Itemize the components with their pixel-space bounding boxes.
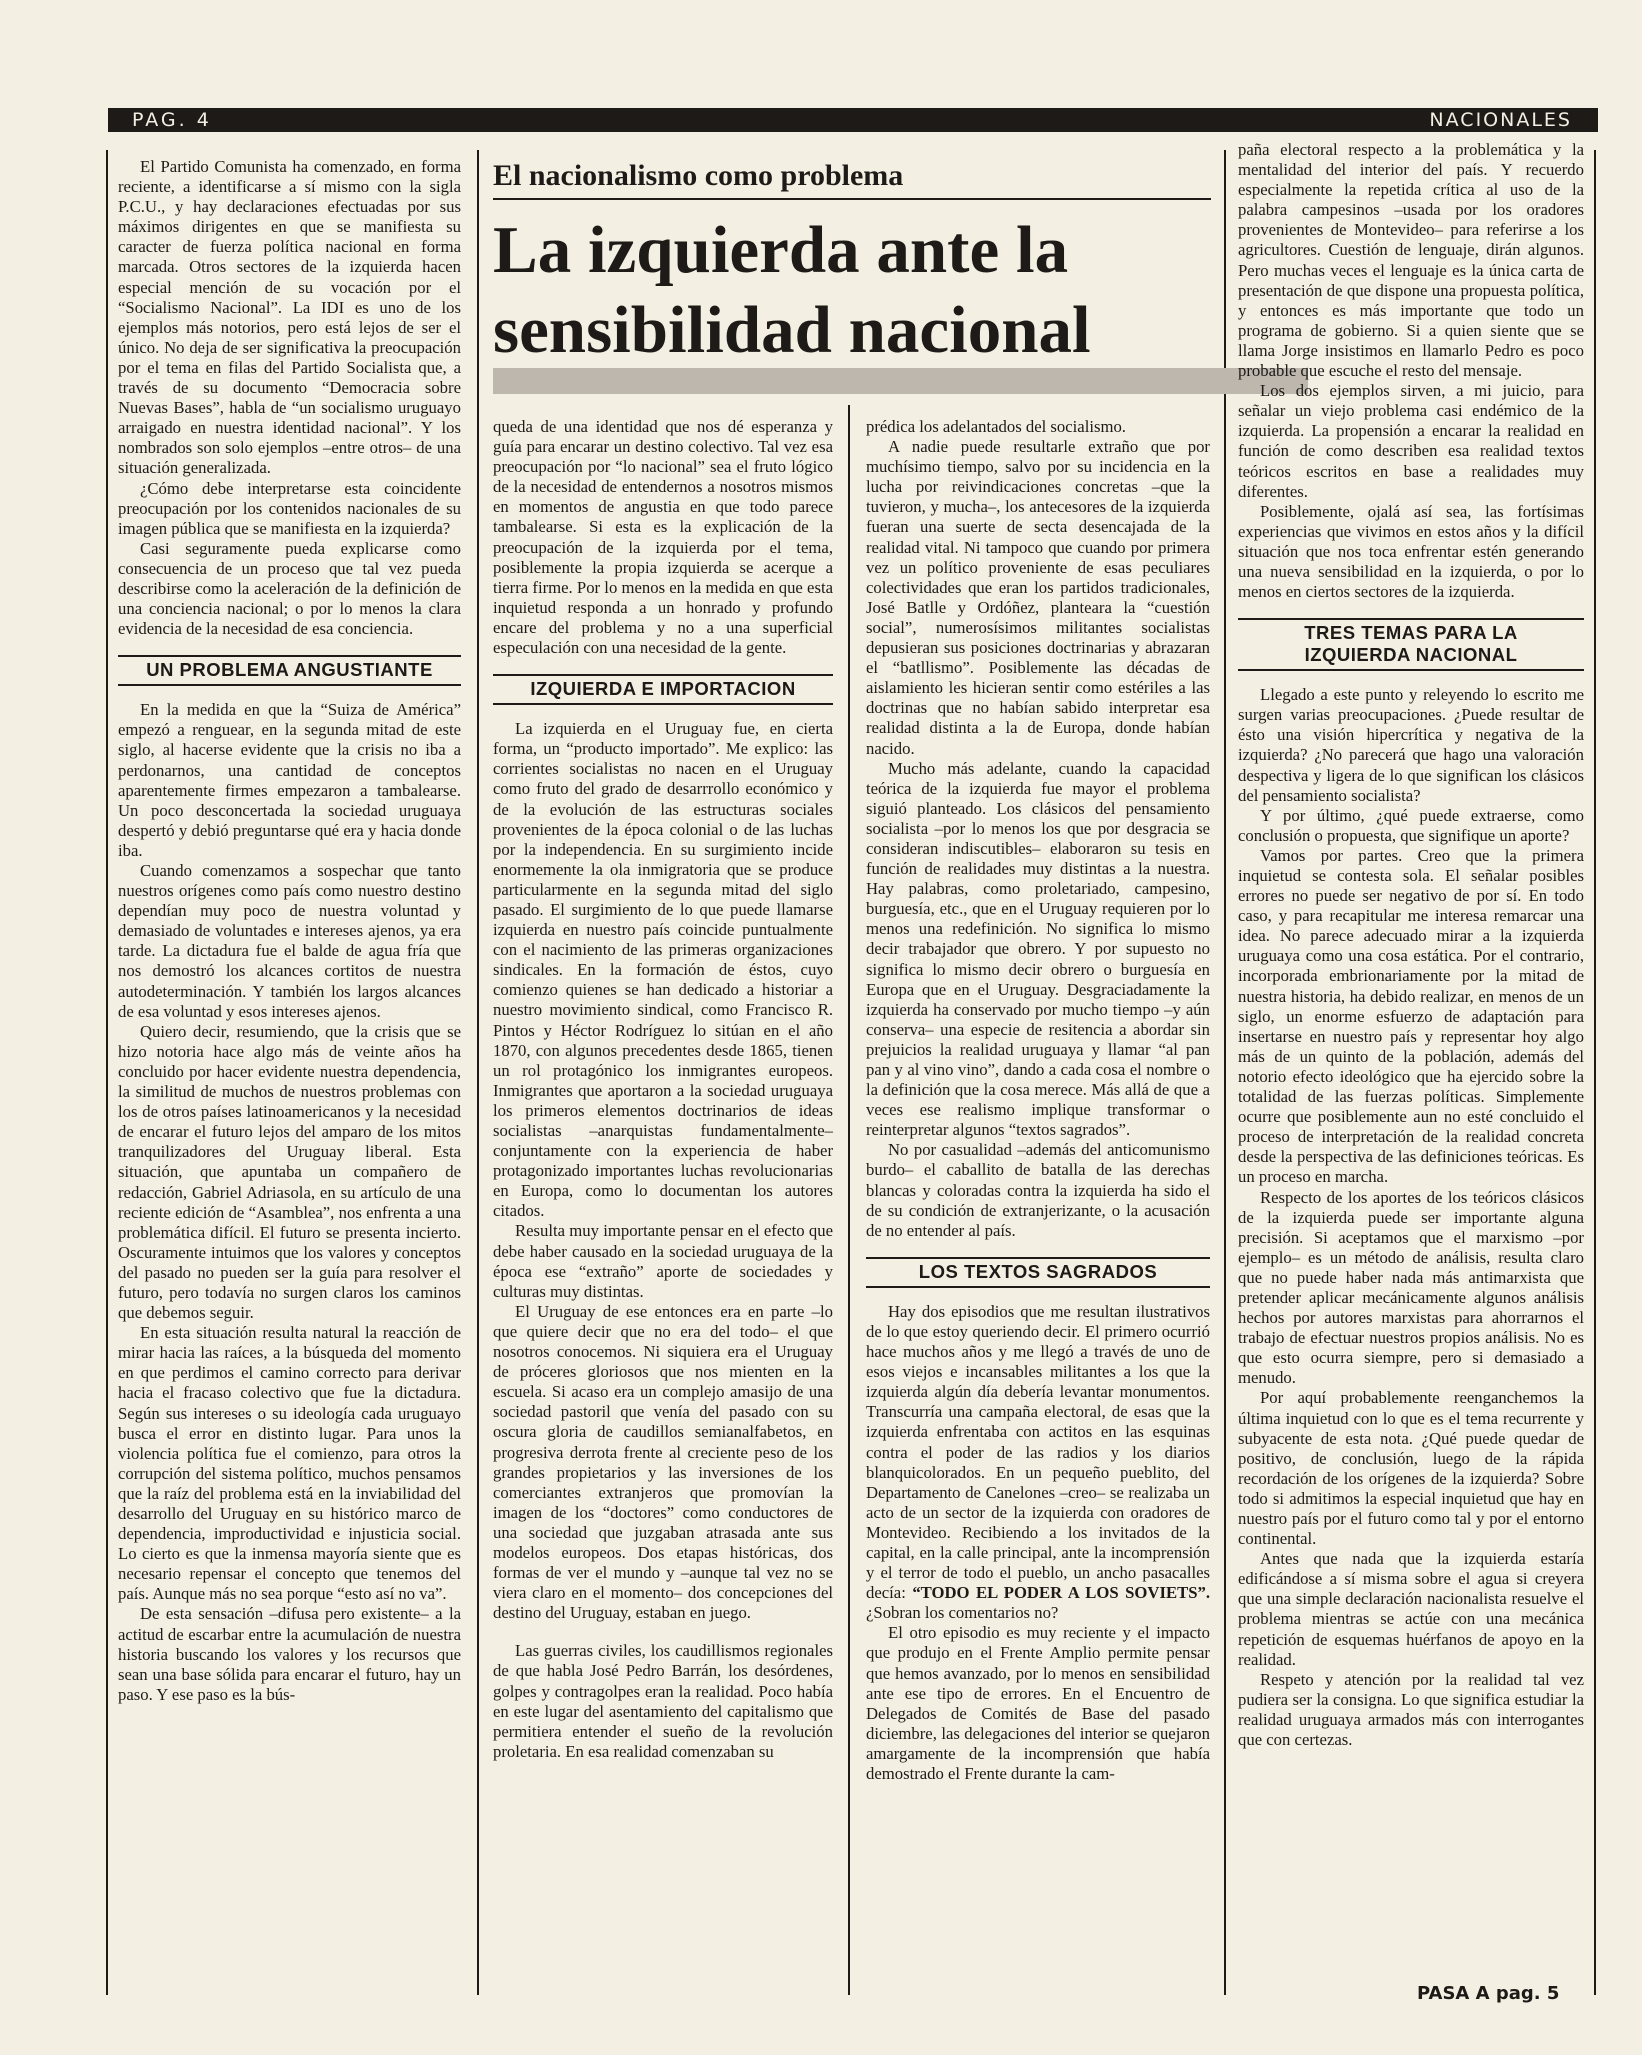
paragraph: En la medida en que la “Suiza de América” empezó a renguear, en la segunda mitad de este siglo, al hacerse evidente que la crisis no iba a perdonarnos, una cantidad de conceptos aparentemente firmes empezaron a tambalearse. Un poco desconcertada la sociedad uruguaya despertó y debió preguntarse qué era y hacia donde iba. [118, 700, 461, 860]
paragraph: Vamos por partes. Creo que la primera inquietud se contesta sola. El señalar posibles errores no puede ser negativo de por sí. En todo caso, y para recapitular me interesa remarcar una idea. No parece adecuado mirar a la izquierda uruguaya como una cosa estática. Por el contrario, incorporada embrionariamente por la mitad de nuestra historia, ha debido realizar, en menos de un siglo, un enorme esfuerzo de adaptación para insertarse en nuestro país y representar hoy algo más de un quinto de la población, además del notorio efecto ideológico que ha ejercido sobre la totalidad de las fuerzas políticas. Simplemente ocurre que posiblemente aun no esté concluido el proceso de interpretación de la realidad concreta desde la perspectiva de las definiciones teóricas. Es un proceso en marcha. [1238, 845, 1584, 1187]
subheading-line: IZQUIERDA NACIONAL [1304, 644, 1518, 666]
page-number: PAG. 4 [132, 109, 212, 131]
paragraph-text: ¿Sobran los comentarios no? [866, 1603, 1059, 1623]
paragraph: El Partido Comunista ha comenzado, en forma reciente, a identificarse a sí mismo con la sigla P.C.U., y hay declaraciones efectuadas por sus máximos dirigentes en que se manifiesta su caracter de fuerza política nacional en forma marcada. Otros sectores de la izquierda hacen especial mención de su vocación por el “Socialismo Nacional”. La IDI es uno de los ejemplos más notorios, pero está lejos de ser el único. No deja de ser significativa la preocupación por el tema en filas del Partido Socialista que, a través de su documento “Democracia sobre Nuevas Bases”, habla de “un socialismo uruguayo arraigado en nuestra identidad nacional”. Y los nombrados son solo ejemplos –entre otros– de una situación generalizada. [118, 157, 461, 478]
continued-on-page-note: PASA A pag. 5 [1417, 1983, 1560, 2004]
subheading: LOS TEXTOS SAGRADOS [866, 1257, 1210, 1288]
paragraph: A nadie puede resultarle extraño que por muchísimo tiempo, salvo por su incidencia en la lucha por reivindicaciones concretas –que la tuvieron, y mucha–, los antecesores de la izquierda fueran una suerte de secta desencajada de la realidad vital. Ni tampoco que cuando por primera vez un político proveniente de esas peculiares colectividades que eran los partidos tradicionales, José Batlle y Ordóñez, planteara la “cuestión social”, numerosísimos militantes socialistas depusieran sus posiciones doctrinarias y abrazaran el “batllismo”. Posiblemente las décadas de aislamiento les hicieran sentir como estériles a las doctrinas que no habían sabido interpretar esa realidad distinta a la de Europa, donde habían nacido. [866, 437, 1210, 758]
paragraph: ¿Cómo debe interpretarse esta coincidente preocupación por los contenidos nacionales de su imagen pública que se manifiesta en la izquierda? [118, 478, 461, 538]
paragraph: Y por último, ¿qué puede extraerse, como conclusión o propuesta, que signifique un aporte? [1238, 805, 1584, 845]
paragraph: queda de una identidad que nos dé esperanza y guía para encarar un destino colectivo. Tal vez esa preocupación por “lo nacional” sea el fruto lógico de la necesidad de entendernos a nosotros mismos en momentos de angustia en que todo parece tambalearse. Si esta es la explicación de la preocupación de la izquierda por el tema, posiblemente la propia izquierda se acerque a tierra firme. Por lo menos en la medida en que esta inquietud responda a un honrado y profundo encare del problema y no a una superficial especulación con una necesidad de la gente. [493, 417, 833, 658]
column-rule [477, 150, 479, 1995]
column-1 [118, 157, 461, 1992]
paragraph [866, 1302, 1210, 1624]
paragraph: El Uruguay de ese entonces era en parte –lo que quiere decir que no era del todo– el que nosotros conocemos. Ni siquiera era el Uruguay de próceres gloriosos que nos mienten en la escuela. Si acaso era un complejo amasijo de una sociedad pastoril que venía del pasado con su oscura gloria de caudillos semianalfabetos, en progresiva derrota frente al creciente peso de los grandes propietarios y las inversiones de los comerciantes extranjeros que promovían la imagen de los “doctores” como conductores de una sociedad que juzgaban atrasada ante sus modelos europeos. Dos etapas históricas, dos formas de ver el mundo y –aunque tal vez no se viera claro en el momento– dos concepciones del destino del Uruguay, estaban en juego. [493, 1301, 833, 1623]
paragraph: Cuando comenzamos a sospechar que tanto nuestros orígenes como país como nuestro destino dependían muy poco de nuestra voluntad y demasiado de voluntades e intereses ajenos, ya era tarde. La dictadura fue el balde de agua fría que nos demostró los alcances cortitos de nuestra autodeterminación. Y también los largos alcances de esa voluntad y esos intereses ajenos. [118, 861, 461, 1021]
paragraph-text: Hay dos episodios que me resultan ilustrativos de lo que estoy queriendo decir. El primero ocurrió hace muchos años y me llegó a través de uno de esos viejos e incansables militantes a los que la izquierda algún día debería levantar monumentos. Transcurría una campaña electoral, de esas que la izquierda enfrentaba con actitos en las esquinas contra el poder de las radios y los diarios blanquicolorados. En un pequeño pueblito, del Departamento de Canelones –creo– se realizaba un acto de un sector de la izquierda con oradores de Montevideo. Recibiendo a los invitados de la capital, en la calle principal, ante la incomprensión y el terror de todo el pueblo, un ancho pasacalles decía: [866, 1301, 1210, 1603]
article-kicker: El nacionalismo como problema [493, 158, 1211, 200]
section-name: NACIONALES [1429, 109, 1572, 131]
paragraph: prédica los adelantados del socialismo. [866, 417, 1126, 436]
paragraph: Quiero decir, resumiendo, que la crisis que se hizo notoria hace algo más de veinte años ha concluido por hacer evidente nuestra dependencia, la similitud de muchos de nuestros problemas con los de otros países latinoamericanos y la necesidad de encarar el futuro lejos del amparo de los mitos tranquilizadores del Uruguay liberal. Esta situación, que apuntaba un compañero de redacción, Gabriel Adriasola, en su artículo de una reciente edición de “Asamblea”, nos enfrenta a una problemática difícil. El futuro se presenta incierto. Oscuramente intuimos que los valores y conceptos del pasado no pueden ser la guía para resolver el futuro, pero todavía no surgen claros los caminos que debemos seguir. [118, 1021, 461, 1323]
paragraph: Casi seguramente pueda explicarse como consecuencia de un proceso que tal vez pueda describirse como la aceleración de la definición de una conciencia nacional; o por lo menos la clara evidencia de la necesidad de esa conciencia. [118, 538, 461, 639]
paragraph: Respeto y atención por la realidad tal vez pudiera ser la consigna. Lo que significa estudiar la realidad uruguaya armados más con interrogantes que con certezas. [1238, 1669, 1584, 1750]
paragraph: La izquierda en el Uruguay fue, en cierta forma, un “producto importado”. Me explico: las corrientes socialistas no nacen en el Uruguay como fruto del grado de desarrrollo económico y de la evolución de las estructuras sociales provenientes de la época colonial o de las luchas por la independencia. En su surgimiento incide enormemente la ola inmigratoria que se produce particularmente en la segunda mitad del siglo pasado. El surgimiento de lo que puede llamarse izquierda en nuestro país coincide puntualmente con el nacimiento de las primeras organizaciones sindicales. En la formación de éstos, cuyo comienzo quienes se han dedicado a historiar a nuestro movimiento sindical, como Francisco R. Pintos y Héctor Rodríguez lo sitúan en el año 1870, con algunos precedentes desde 1865, tienen un rol protagónico los inmigrantes europeos. Inmigrantes que aportaron a la sociedad uruguaya los primeros elementos doctrinarios de ideas socialistas –anarquistas fundamentalmente– conjuntamente con la experiencia de haber protagonizado importantes luchas revolucionarias en Europa, como lo documentan los autores citados. [493, 719, 833, 1221]
paragraph: No por casualidad –además del anticomunismo burdo– el caballito de batalla de las derechas blancas y coloradas contra la izquierda ha sido el de su condición de extranjerizante, o la acusación de no entender al país. [866, 1140, 1210, 1240]
article-headline: La izquierda ante la sensibilidad nacional [493, 213, 1091, 367]
page-header-bar [108, 108, 1598, 132]
column-rule [1224, 150, 1226, 1995]
paragraph: Las guerras civiles, los caudillismos regionales de que habla José Pedro Barrán, los desórdenes, golpes y contragolpes eran la realidad. Poco había en este lugar del asentamiento del capitalismo que permitiera entender el sueño de la revolución proletaria. En esa realidad comenzaban su [493, 1641, 833, 1761]
column-2 [493, 417, 833, 1992]
paragraph: Los dos ejemplos sirven, a mi juicio, para señalar un viejo problema casi endémico de la izquierda. La propensión a encarar la realidad en función de como describen esa realidad textos teóricos escritos en base a realidades muy diferentes. [1238, 381, 1584, 501]
paragraph: Resulta muy importante pensar en el efecto que debe haber causado en la sociedad uruguaya de la época ese “extraño” aporte de sociedades y culturas muy distintas. [493, 1221, 833, 1301]
column-rule [848, 405, 850, 1995]
column-rule [1594, 150, 1596, 1995]
paragraph: Posiblemente, ojalá así sea, las fortísimas experiencias que vivimos en estos años y la difícil situación que nos toca enfrentar estén generando una nueva sensibilidad en la izquierda, o por lo menos en ciertos sectores de la izquierda. [1238, 501, 1584, 602]
subheading: IZQUIERDA E IMPORTACION [493, 674, 833, 705]
paragraph: De esta sensación –difusa pero existente– a la actitud de escarbar entre la acumulación de nuestra historia buscando los valores y los recursos que sean una base sólida para encarar el futuro, hay un paso. Y ese paso es la bús- [118, 1604, 461, 1704]
subheading [1238, 618, 1584, 671]
column-rule [106, 150, 108, 1995]
subheading: UN PROBLEMA ANGUSTIANTE [118, 655, 461, 686]
banner-quote: “TODO EL PODER A LOS SOVIETS”. [912, 1583, 1210, 1603]
subheading-line: TRES TEMAS PARA LA [1304, 622, 1518, 644]
paragraph: Antes que nada que la izquierda estaría edificándose a sí misma sobre el agua si creyera que una simple declaración nacionalista resuelve el problema mientras se actúe con una mecánica repetición de esquemas huérfanos de apoyo en la realidad. [1238, 1549, 1584, 1669]
paragraph: El otro episodio es muy reciente y el impacto que produjo en el Frente Amplio permite pensar que hemos avanzado, por lo menos en sensibilidad ante ese tipo de errores. En el Encuentro de Delegados de Comités de Base del pasado diciembre, las delegaciones del interior se quejaron amargamente de la incomprensión que había demostrado el Frente durante la cam- [866, 1623, 1210, 1783]
paragraph: paña electoral respecto a la problemática y la mentalidad del interior del país. Y recuerdo especialmente la repetida crítica al uso de la palabra campesinos –usada por los oradores provenientes de Montevideo– para referirse a los agricultores. Cuestión de lenguaje, dirán algunos. Pero muchas veces el lenguaje es la única carta de presentación de que dispone una propuesta política, y entonces es más importante que todo un programa de gobierno. Si a quien siente que se llama Jorge insistimos en llamarlo Pedro es poco probable que escuche el resto del mensaje. [1238, 140, 1584, 381]
paragraph: Respecto de los aportes de los teóricos clásicos de la izquierda puede ser importante alguna precisión. Si aceptamos que el marxismo –por ejemplo– es un método de análisis, resulta claro que no puede haber nada más antimarxista que pretender aplicar mecánicamente algunos análisis hechos por autores marxistas para ahorrarnos el trabajo de efectuar nuestros propios análisis. No es que esto ocurra siempre, pero si demasiado a menudo. [1238, 1187, 1584, 1388]
paragraph: Llegado a este punto y releyendo lo escrito me surgen varias preocupaciones. ¿Puede resultar de ésto una visión hipercrítica y negativa de la izquierda? ¿No parecerá que hago una valoración despectiva y ligera de lo que significan los clásicos del pensamiento socialista? [1238, 685, 1584, 805]
paragraph: Por aquí probablemente reenganchemos la última inquietud con lo que es el tema recurrente y subyacente de esta nota. ¿Qué puede quedar de positivo, de conclusión, luego de la rápida recordación de los orígenes de la izquierda? Sobre todo si admitimos la especial inquietud que hay en nuestro país por el futuro como tal y por el entorno continental. [1238, 1388, 1584, 1549]
column-4 [1238, 140, 1584, 1980]
paragraph: En esta situación resulta natural la reacción de mirar hacia las raíces, a la búsqueda del momento en que perdimos el camino correcto para derivar hacia el fracaso colectivo que fue la dictadura. Según sus intereses o su ideología cada uruguayo busca el error en distinto lugar. Para unos la violencia política fue el comienzo, para otros la corrupción del sistema político, muchos pensamos que la raíz del problema está en la inviabilidad del desarrollo del Uruguay en su histórico marco de dependencia, improductividad e injusticia social. Lo cierto es que la inmensa mayoría siente que es necesario repensar el concepto que tenemos del país. Aunque más no sea porque “esto así no va”. [118, 1323, 461, 1604]
paragraph: Mucho más adelante, cuando la capacidad teórica de la izquierda fue mayor el problema siguió planteado. Los clásicos del pensamiento socialista –por lo menos los que por desgracia se consideran indiscutibles– elaboraron su tesis en función de realidades muy distintas a la nuestra. Hay palabras, como proletariado, campesino, burguesía, etc., que en el Uruguay requieren por lo menos una redefinición. No significa lo mismo decir trabajador que obrero. Y por supuesto no significa lo mismo decir obrero o burguesía en Europa que en el Uruguay. Desgraciadamente la izquierda ha conservado por mucho tiempo –y aún conserva– una especie de resitencia a abordar sin prejuicios la realidad uruguaya y llamar “al pan pan y al vino vino”, dando a cada cosa el nombre o la definición que la cosa merece. Más allá de que a veces ese realismo implique transformar o reinterpretar algunos “textos sagrados”. [866, 758, 1210, 1140]
headline-underline-bar [493, 368, 1308, 394]
column-3 [866, 417, 1210, 1992]
